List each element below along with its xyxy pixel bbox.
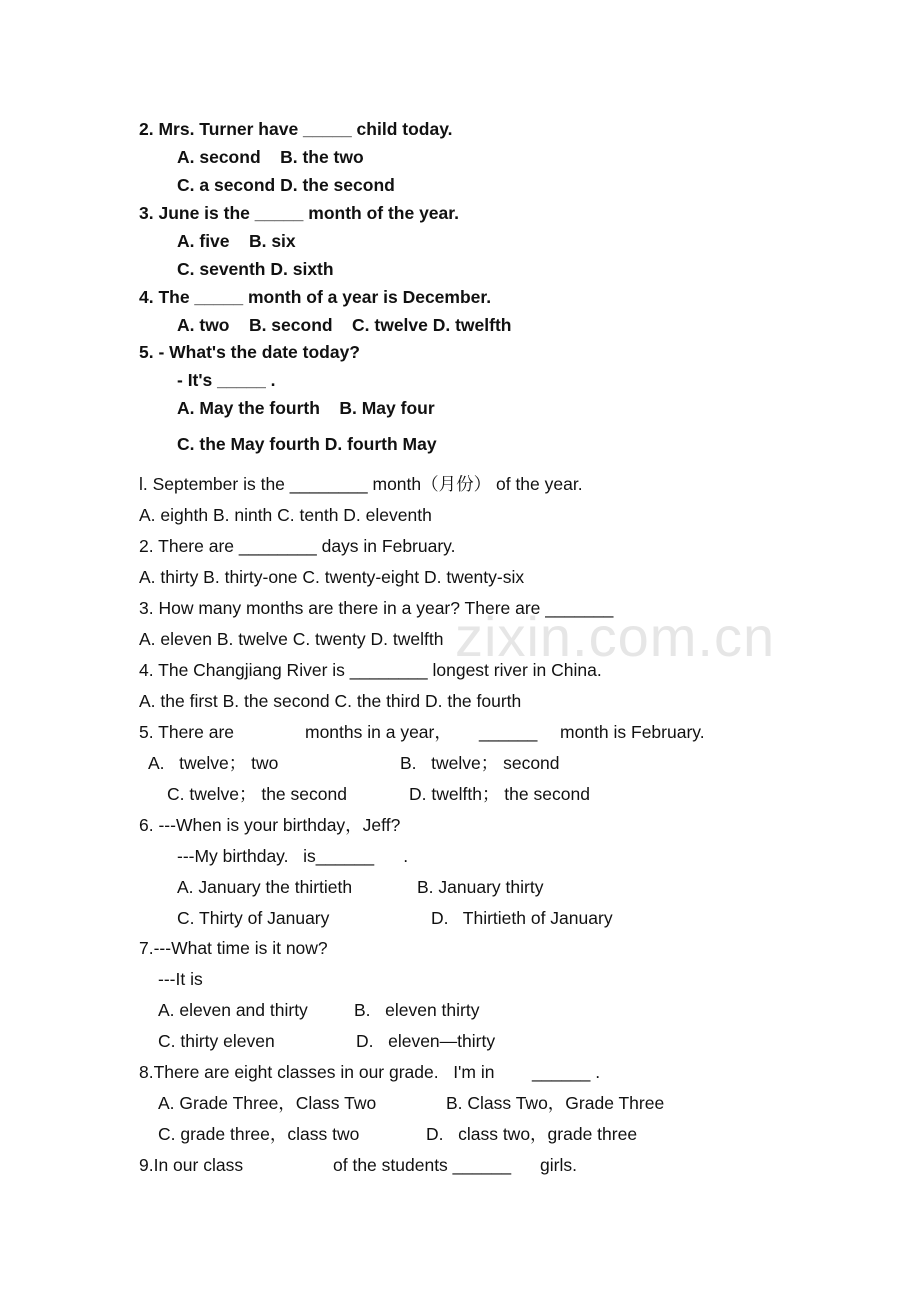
p2-question-5-stem-a: 5. There are [139,722,235,742]
p2-question-3-options: A. eleven B. twelve C. twenty D. twelfth [139,629,444,649]
p2-question-8-option-c: C. grade three，class two [158,1124,360,1144]
question-4-stem: 4. The _____ month of a year is December. [139,287,492,307]
p2-question-6-option-b: B. January thirty [417,877,544,897]
p2-question-7-stem: 7.---What time is it now? [139,938,328,958]
question-5-stem: 5. - What's the date today? [139,342,360,362]
p2-question-5-stem-b: months in a year， [305,722,452,742]
question-3-options-row1: A. five B. six [177,231,296,251]
question-2-options-row2: C. a second D. the second [177,175,395,195]
p2-question-7-option-c: C. thirty eleven [158,1031,275,1051]
p2-question-6-reply: ---My birthday. is______ . [177,846,409,866]
p2-question-7-option-b: B. eleven thirty [354,1000,480,1020]
question-5-options-row1: A. May the fourth B. May four [177,398,435,418]
p2-question-9-stem-a: 9.In our class [139,1155,244,1175]
p2-question-7-option-a: A. eleven and thirty [158,1000,308,1020]
p2-question-4-stem: 4. The Changjiang River is ________ longest river in China. [139,660,602,680]
p2-question-1-options: A. eighth B. ninth C. tenth D. eleventh [139,505,432,525]
p2-question-9-stem-b: of the students ______ [333,1155,512,1175]
p2-question-5-option-a: A. twelve； two [148,753,279,773]
question-3-options-row2: C. seventh D. sixth [177,259,334,279]
p2-question-3-stem: 3. How many months are there in a year? There are _______ [139,598,614,618]
p2-question-8-option-a: A. Grade Three，Class Two [158,1093,377,1113]
p2-question-8-blank: ______ . [532,1062,601,1082]
p2-question-8-option-d: D. class two，grade three [426,1124,638,1144]
p2-question-6-option-a: A. January the thirtieth [177,877,353,897]
p2-question-5-option-d: D. twelfth； the second [409,784,590,804]
p2-question-5-option-c: C. twelve； the second [167,784,347,804]
question-5-reply: - It's _____ . [177,370,276,390]
p2-question-7-option-d: D. eleven—thirty [356,1031,496,1051]
question-2-stem: 2. Mrs. Turner have _____ child today. [139,119,453,139]
p2-question-6-option-c: C. Thirty of January [177,908,330,928]
p2-question-7-reply: ---It is [158,969,203,989]
question-2-options-row1: A. second B. the two [177,147,364,167]
p2-question-1-stem: l. September is the ________ month（月份） of the year. [139,474,583,494]
p2-question-5-blank: ______ [479,722,538,742]
p2-question-2-options: A. thirty B. thirty-one C. twenty-eight D. twenty-six [139,567,525,587]
p2-question-2-stem: 2. There are ________ days in February. [139,536,456,556]
p2-question-9-stem-c: girls. [540,1155,577,1175]
p2-question-5-stem-c: month is February. [560,722,705,742]
p2-question-5-option-b: B. twelve； second [400,753,560,773]
p2-question-8-option-b: B. Class Two，Grade Three [446,1093,665,1113]
watermark: zixin.com.cn [455,605,776,668]
p2-question-8-stem: 8.There are eight classes in our grade. I'm in [139,1062,495,1082]
p2-question-4-options: A. the first B. the second C. the third D. the fourth [139,691,522,711]
p2-question-6-option-d: D. Thirtieth of January [431,908,613,928]
p2-question-6-stem: 6. ---When is your birthday，Jeff? [139,815,401,835]
question-4-options-row1: A. two B. second C. twelve D. twelfth [177,315,512,335]
question-3-stem: 3. June is the _____ month of the year. [139,203,459,223]
question-5-options-row2: C. the May fourth D. fourth May [177,434,437,454]
